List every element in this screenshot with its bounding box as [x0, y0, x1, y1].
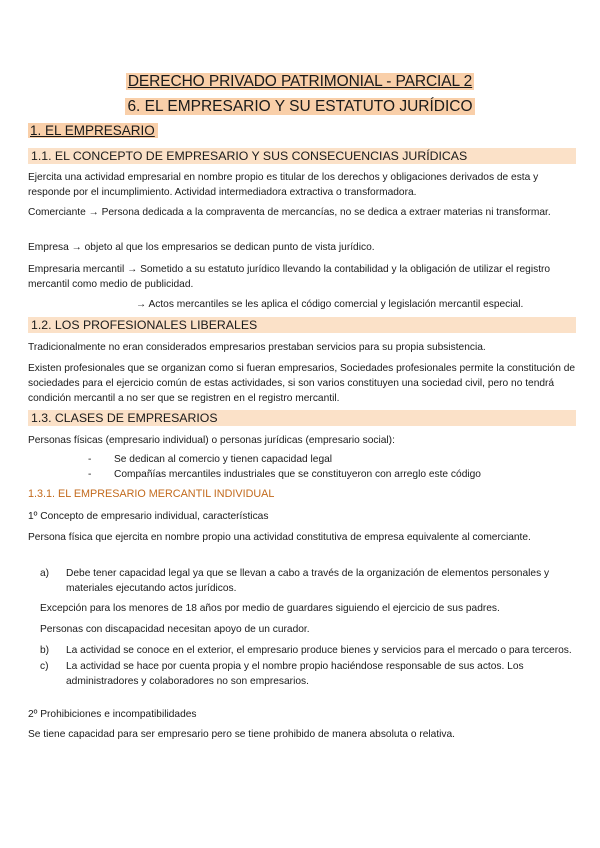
chapter-title: 6. EL EMPRESARIO Y SU ESTATUTO JURÍDICO — [127, 98, 473, 115]
paragraph-tradicionalmente: Tradicionalmente no eran considerados empresarios prestaban servicios para su propia subsistencia. — [28, 342, 486, 353]
list-item: - Se dedican al comercio y tienen capacidad legal — [88, 454, 333, 465]
document-title: DERECHO PRIVADO PATRIMONIAL - PARCIAL 2 — [127, 73, 473, 90]
paragraph-definition: Ejercita una actividad empresarial en nombre propio es titular de los derechos y obligaciones derivados de esta y responde por el incumplimiento. Actividad intermediadora extractiva o transformadora. — [28, 172, 539, 198]
list-item: b) La actividad se conoce en el exterior, el empresario produce bienes y servicios para el mercado o para terceros. — [40, 645, 572, 656]
subsection-heading-profesionales: 1.2. LOS PROFESIONALES LIBERALES — [28, 317, 576, 333]
paragraph-persona-fisica: Persona física que ejercita en nombre propio una actividad constitutiva de empresa equivalente al comerciante. — [28, 532, 531, 543]
heading-concepto-caracteristicas: 1º Concepto de empresario individual, características — [28, 511, 269, 522]
paragraph-actos-mercantiles: → Actos mercantiles se les aplica el código comercial y legislación mercantil especial. — [136, 299, 524, 310]
paragraph-excepcion-menores: Excepción para los menores de 18 años por medio de guardares siguiendo el ejercicio de sus padres. — [40, 603, 500, 614]
lettered-item-a — [40, 566, 576, 596]
paragraph-discapacidad: Personas con discapacidad necesitan apoyo de un curador. — [40, 624, 310, 635]
paragraph-capacidad: Se tiene capacidad para ser empresario pero se tiene prohibido de manera absoluta o relativa. — [28, 729, 456, 740]
bullet-list — [88, 452, 576, 482]
subsection-heading-clases: 1.3. CLASES DE EMPRESARIOS — [28, 410, 576, 426]
paragraph-personas: Personas físicas (empresario individual) o personas jurídicas (empresario social): — [28, 435, 395, 446]
lettered-items-bc — [40, 643, 576, 689]
list-item: c) La actividad se hace por cuenta propia y el nombre propio haciéndose responsable de sus actos. Los administradores y colaboradores no son empresarios. — [40, 661, 524, 687]
paragraph-empresa: Empresa → objeto al que los empresarios se dedican punto de vista jurídico. — [28, 242, 375, 253]
paragraph-comerciante: Comerciante → Persona dedicada a la compraventa de mercancías, no se dedica a extraer materias ni transformar. — [28, 207, 551, 218]
list-item: a) Debe tener capacidad legal ya que se llevan a cabo a través de la organización de elementos personales y materiales ejecutando actos jurídicos. — [40, 568, 550, 594]
paragraph-empresaria-mercantil: Empresaria mercantil → Sometido a su estatuto jurídico llevando la contabilidad y la obligación de utilizar el registro mercantil como medio de publicidad. — [28, 264, 551, 290]
heading-prohibiciones: 2º Prohibiciones e incompatibilidades — [28, 709, 197, 720]
list-item: - Compañías mercantiles industriales que se constituyeron con arreglo este código — [88, 469, 481, 480]
paragraph-sociedades-profesionales: Existen profesionales que se organizan como si fueran empresarios, Sociedades profesionales permite la constitución de sociedades para el ejercicio común de estas actividades, si son varios constituyen una sociedad civil, pero no tendrá condición mercantil a no ser que se registren en el registro mercantil. — [28, 363, 576, 404]
section-heading-empresario: 1. EL EMPRESARIO — [28, 123, 158, 138]
subsection-heading-concepto: 1.1. EL CONCEPTO DE EMPRESARIO Y SUS CONSECUENCIAS JURÍDICAS — [28, 148, 576, 164]
subsubsection-heading-empresario-individual: 1.3.1. EL EMPRESARIO MERCANTIL INDIVIDUAL — [28, 488, 275, 500]
